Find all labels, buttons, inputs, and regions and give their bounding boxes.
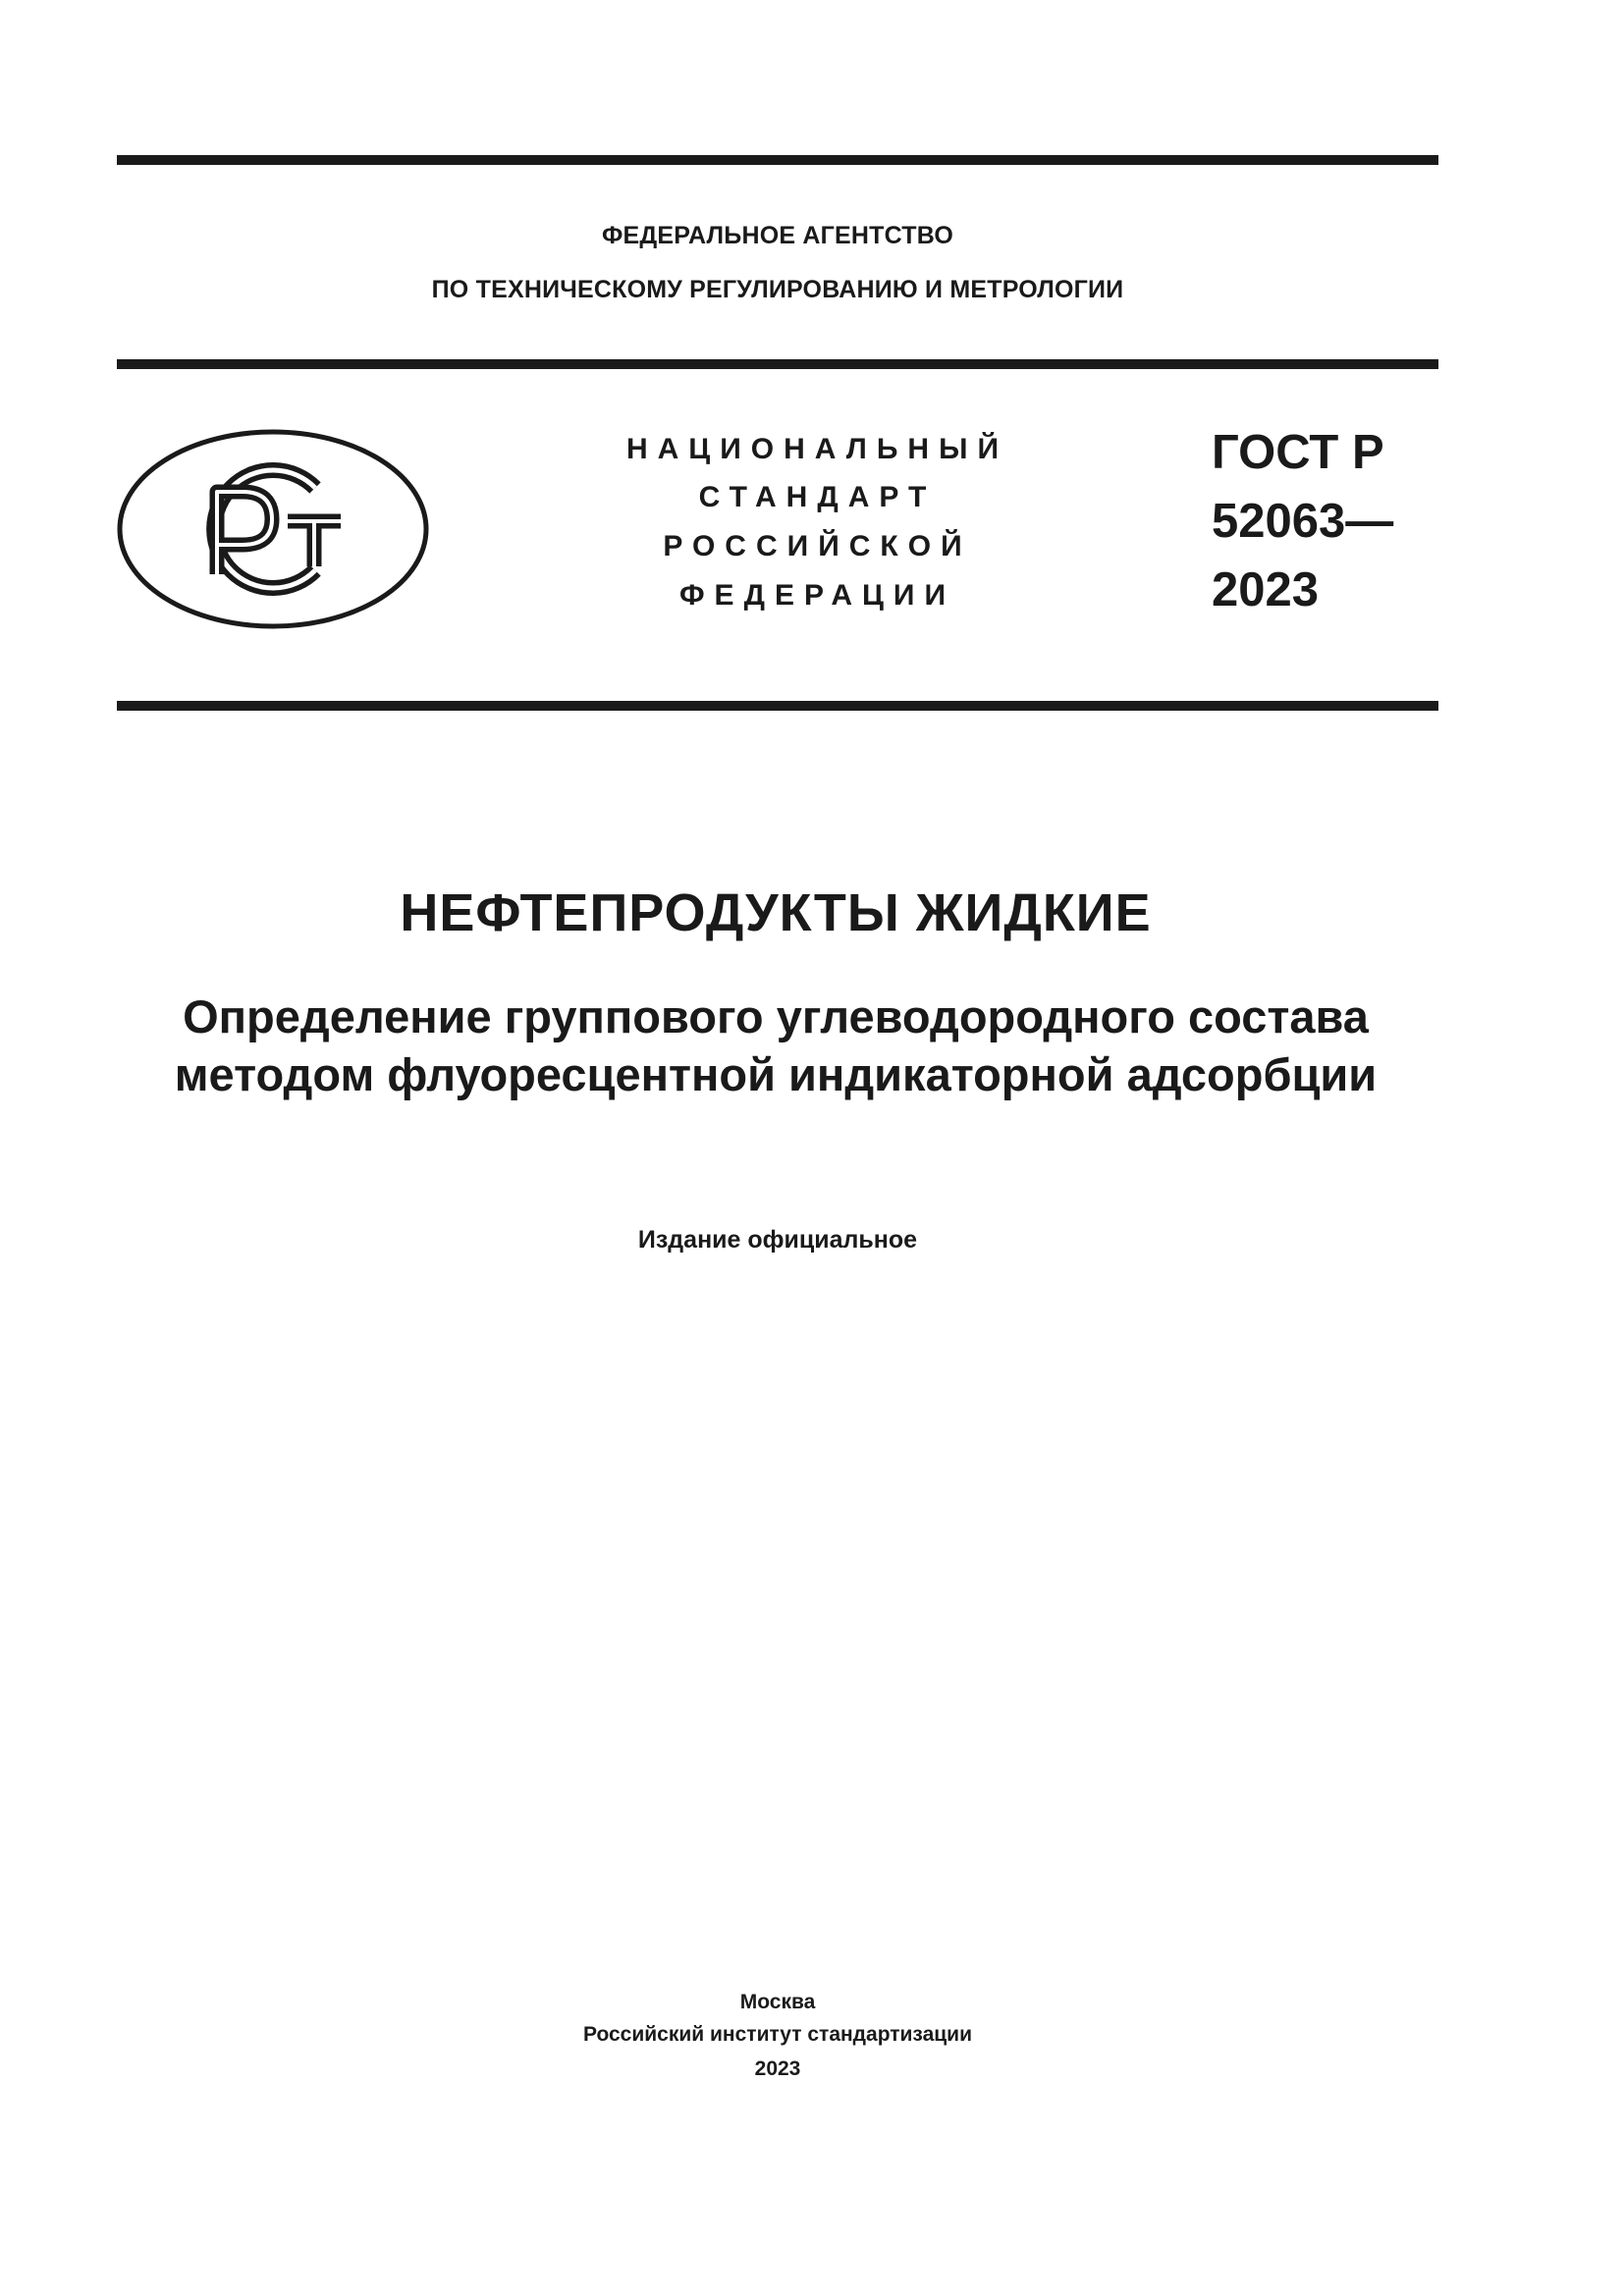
- document-subtitle-line-1: Определение группового углеводородного состава: [183, 990, 1369, 1042]
- imprint-publisher: Российский институт стандартизации: [582, 2023, 973, 2046]
- rst-certification-mark-icon: [115, 427, 431, 631]
- standard-designation-prefix: ГОСТ Р: [1212, 426, 1384, 479]
- edition-note: Издание официальное: [637, 1226, 918, 1254]
- national-standard-line-4: ФЕДЕРАЦИИ: [678, 579, 956, 612]
- national-standard-line-3: РОССИЙСКОЙ: [663, 530, 972, 562]
- national-standard-line-2: СТАНДАРТ: [698, 481, 937, 513]
- standard-designation-year: 2023: [1212, 563, 1320, 616]
- imprint-year: 2023: [754, 2057, 801, 2080]
- document-subtitle-line-2: методом флуоресцентной индикаторной адсорбции: [174, 1048, 1378, 1100]
- document-title: НЕФТЕПРОДУКТЫ ЖИДКИЕ: [400, 883, 1152, 942]
- top-rule: [117, 155, 1438, 165]
- agency-name-line-1: ФЕДЕРАЛЬНОЕ АГЕНТСТВО: [602, 222, 953, 249]
- national-standard-line-1: НАЦИОНАЛЬНЫЙ: [625, 433, 1009, 465]
- header-rule: [117, 701, 1438, 711]
- agency-rule: [117, 359, 1438, 369]
- agency-name-line-2: ПО ТЕХНИЧЕСКОМУ РЕГУЛИРОВАНИЮ И МЕТРОЛОГИИ: [431, 276, 1124, 303]
- standard-designation-number: 52063—: [1212, 495, 1394, 548]
- imprint-city: Москва: [739, 1991, 816, 2013]
